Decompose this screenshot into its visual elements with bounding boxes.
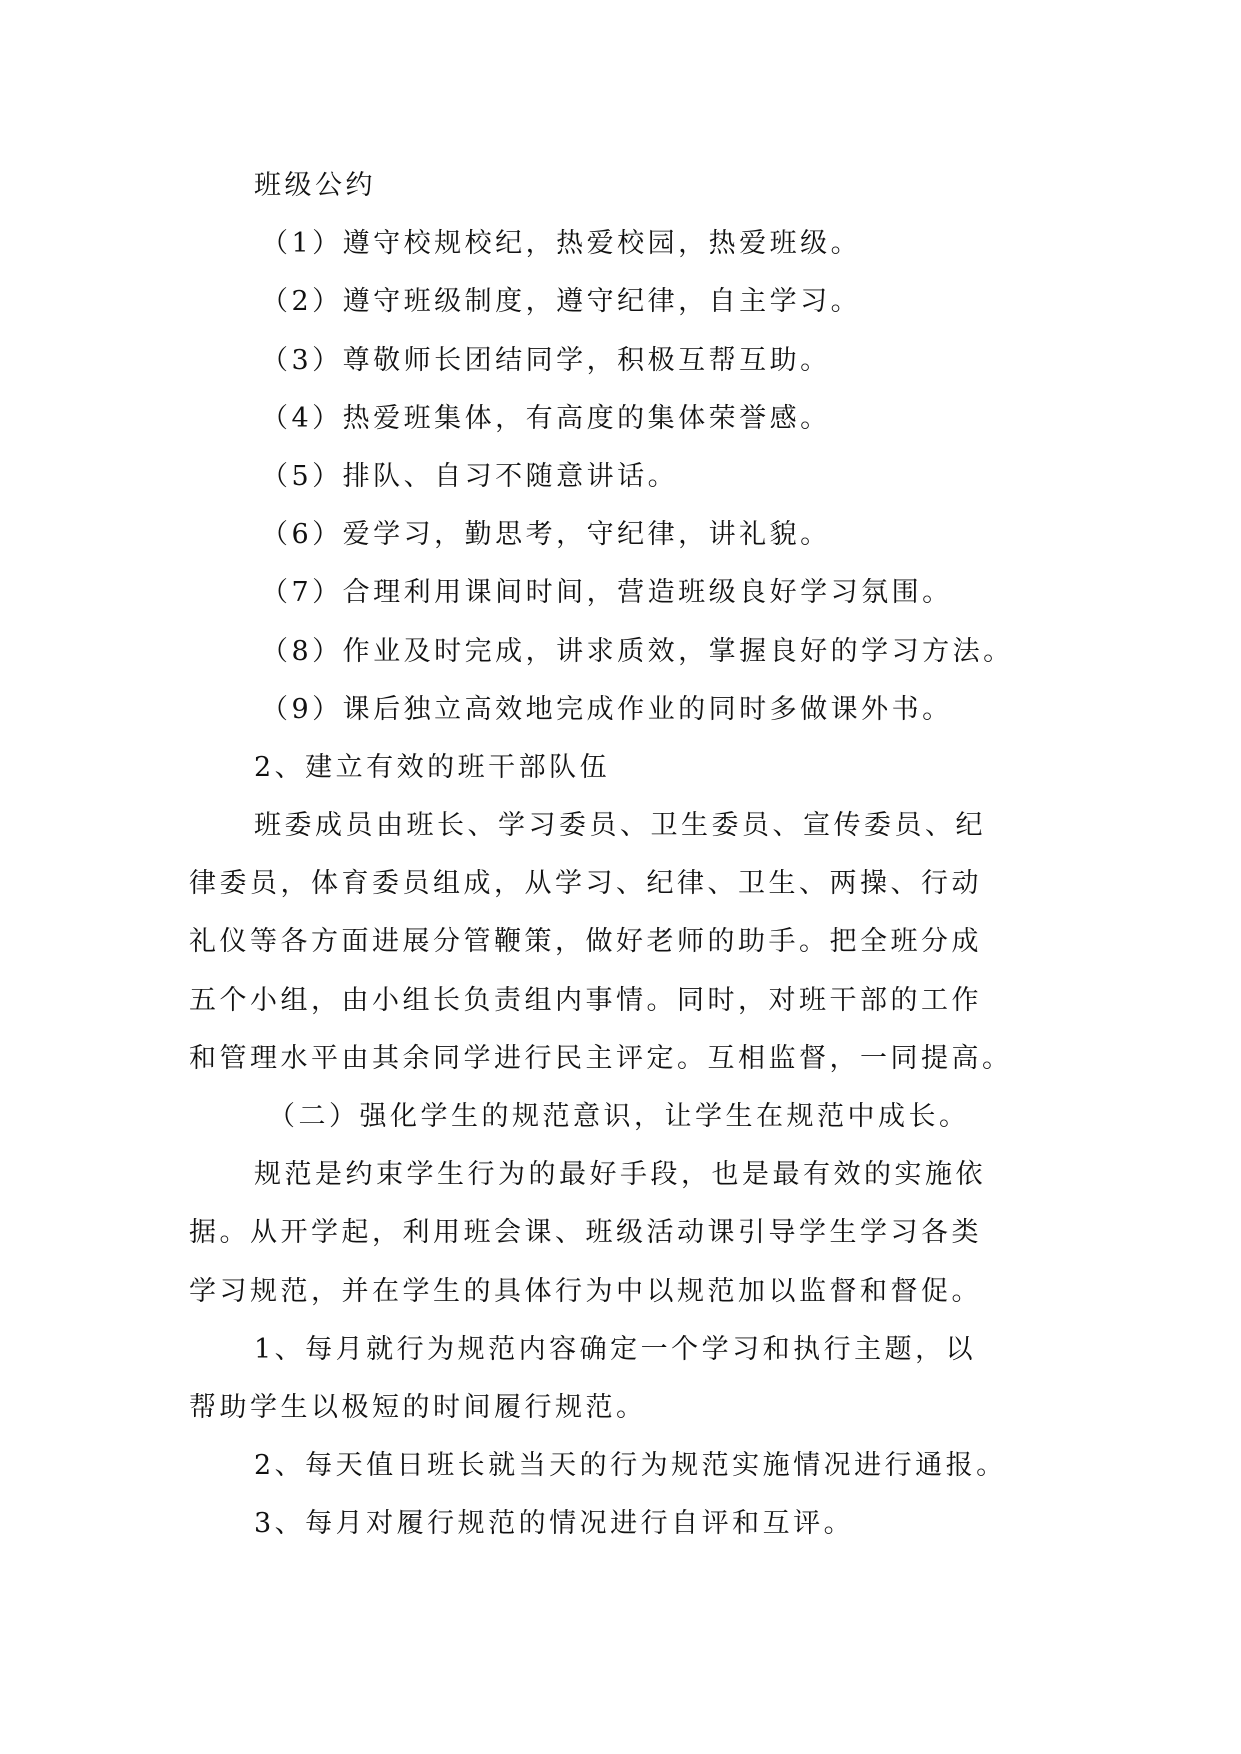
class-convention-title: 班级公约 [254,170,376,201]
subsection-heading: （二）强化学生的规范意识，让学生在规范中成长。 [268,1101,970,1132]
point-item: 2、每天值日班长就当天的行为规范实施情况进行通报。 [254,1450,1007,1482]
rule-item: （9）课后独立高效地完成作业的同时多做课外书。 [261,693,953,725]
paragraph-line: 五个小组，由小组长负责组内事情。同时，对班干部的工作 [189,984,982,1016]
section-heading: 2、建立有效的班干部队伍 [254,751,611,783]
paragraph-line: 礼仪等各方面进展分管鞭策，做好老师的助手。把全班分成 [189,926,982,958]
rule-item: （4）热爱班集体，有高度的集体荣誉感。 [261,402,831,434]
rule-item: （6）爱学习，勤思考，守纪律，讲礼貌。 [261,519,831,551]
paragraph-line: 律委员，体育委员组成，从学习、纪律、卫生、两操、行动 [189,868,982,900]
rule-item: （5）排队、自习不随意讲话。 [261,460,679,492]
rule-item: （8）作业及时完成，讲求质效，掌握良好的学习方法。 [261,635,1014,667]
paragraph-line: 班委成员由班长、学习委员、卫生委员、宣传委员、纪 [254,810,986,842]
document-body [189,157,1079,1554]
paragraph-line: 规范是约束学生行为的最好手段，也是最有效的实施依 [254,1159,986,1191]
rule-item: （7）合理利用课间时间，营造班级良好学习氛围。 [261,577,953,609]
point-item-continuation: 帮助学生以极短的时间履行规范。 [189,1391,647,1423]
paragraph-line: 据。从开学起，利用班会课、班级活动课引导学生学习各类 [189,1217,982,1249]
rule-item: （3）尊敬师长团结同学，积极互帮互助。 [261,344,831,376]
paragraph-line: 学习规范，并在学生的具体行为中以规范加以监督和督促。 [189,1275,982,1307]
paragraph-line: 和管理水平由其余同学进行民主评定。互相监督，一同提高。 [189,1042,1013,1074]
point-item: 1、每月就行为规范内容确定一个学习和执行主题，以 [254,1333,977,1365]
point-item: 3、每月对履行规范的情况进行自评和互评。 [254,1508,855,1540]
rule-item: （2）遵守班级制度，遵守纪律，自主学习。 [261,286,862,318]
rule-item: （1）遵守校规校纪，热爱校园，热爱班级。 [261,228,862,260]
